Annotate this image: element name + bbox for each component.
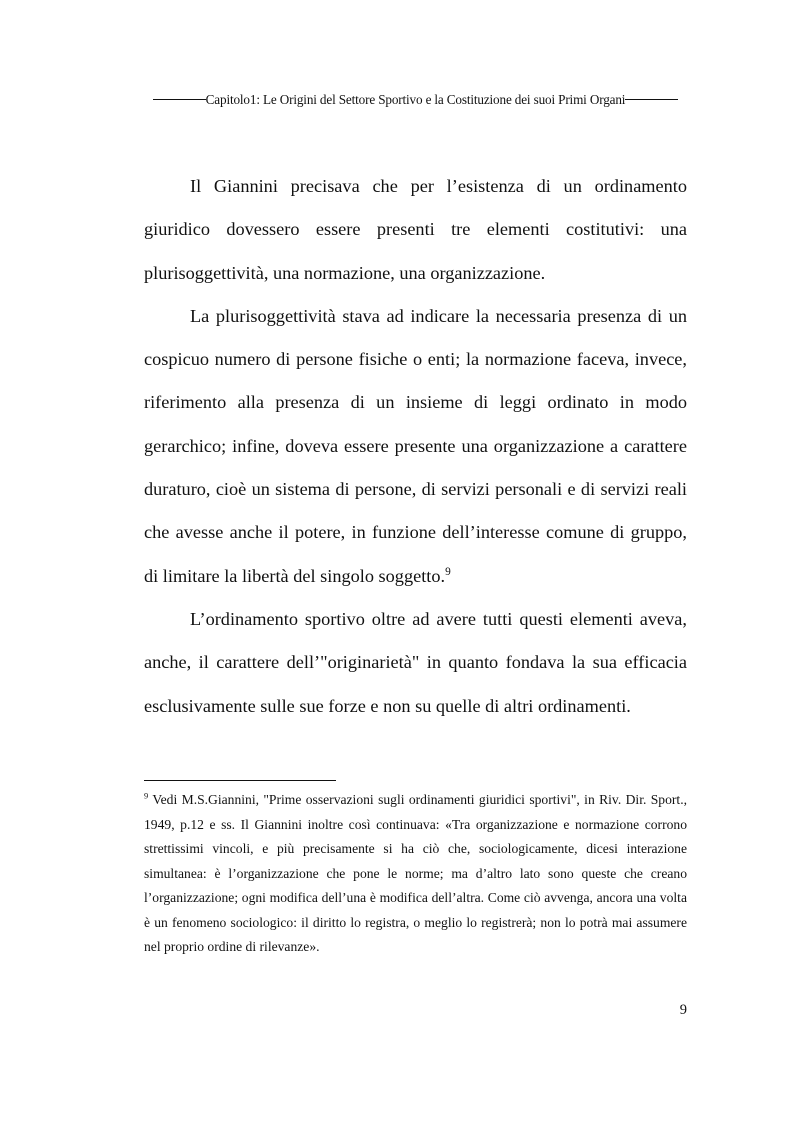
paragraph bbox=[144, 165, 687, 295]
footnote-separator bbox=[144, 780, 336, 781]
header-rule-left bbox=[153, 99, 206, 100]
paragraph bbox=[144, 598, 687, 728]
body-text bbox=[144, 165, 687, 728]
header-rule-right bbox=[625, 99, 678, 100]
paragraph-text: Il Giannini precisava che per l’esistenza di un ordinamento giuridico dovessero essere presenti tre elementi costitutivi: una plurisoggettività, una normazione, una organizzazione. bbox=[144, 176, 687, 283]
running-header bbox=[144, 90, 687, 110]
running-title: Capitolo1: Le Origini del Settore Sportivo e la Costituzione dei suoi Primi Organi bbox=[205, 92, 626, 107]
footnote-text: Vedi M.S.Giannini, "Prime osservazioni sugli ordinamenti giuridici sportivi", in Riv. Dir. Sport., 1949, p.12 e ss. Il Giannini inoltre così continuava: «Tra organizzazione e normazione corrono strettissimi vincoli, e più precisamente si ha ciò che, sociologicamente, dicesi interazione simultanea: è l’organizzazione che pone le norme; ma d’altro lato sono queste che creano l’organizzazione; ogni modifica dell’una è modifica dell’altra. Come ciò avvenga, ancora una volta è un fenomeno sociologico: il diritto lo registra, o meglio lo registrerà; non lo potrà mai assumere nel proprio ordine di rilevanze». bbox=[144, 792, 687, 954]
footnote-reference[interactable]: 9 bbox=[445, 565, 451, 578]
footnote-paragraph bbox=[144, 788, 687, 960]
paragraph-text: La plurisoggettività stava ad indicare la necessaria presenza di un cospicuo numero di persone fisiche o enti; la normazione faceva, invece, riferimento alla presenza di un insieme di leggi ordinato in modo gerarchico; infine, doveva essere presente una organizzazione a carattere duraturo, cioè un sistema di persone, di servizi personali e di servizi reali che avesse anche il potere, in funzione dell’interesse comune di gruppo, di limitare la libertà del singolo soggetto. bbox=[144, 305, 687, 586]
page-number: 9 bbox=[679, 1002, 687, 1018]
paragraph-text: L’ordinamento sportivo oltre ad avere tutti questi elementi aveva, anche, il carattere dell’"originarietà" in quanto fondava la sua efficacia esclusivamente sulle sue forze e non su quelle di altri ordinamenti. bbox=[144, 608, 687, 716]
paragraph bbox=[144, 295, 687, 598]
footnote bbox=[144, 788, 687, 960]
footnote-number: 9 bbox=[144, 790, 149, 801]
